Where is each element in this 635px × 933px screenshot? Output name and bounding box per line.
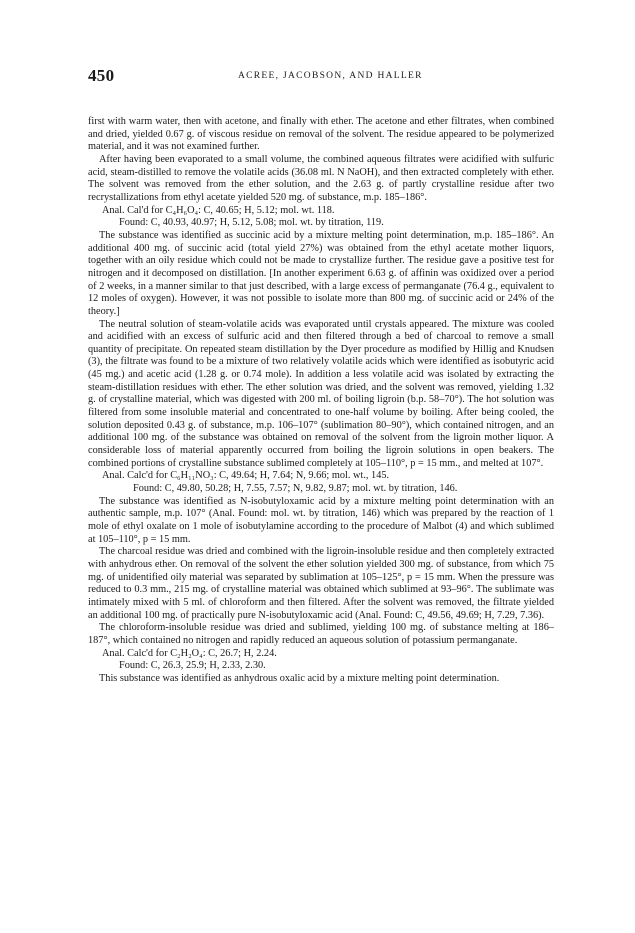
page-number: 450 [88, 66, 115, 85]
paragraph: The substance was identified as succinic acid by a mixture melting point determination, m.p. 185–186°. An additional 400 mg. of succinic acid (total yield 27%) was obtained from the ethyl acetate mother liquors, together with an oily residue which could not be made to crystallize further. The residue gave a positive test for nitrogen and it decomposed on distillation. [In another experiment 6.63 g. of affinin was oxidized over a period of 2 weeks, in a manner similar to that just described, with a large excess of permanganate (76.4 g., equivalent to 12 moles of oxygen). However, it was not possible to isolate more than 800 mg. of succinic acid or 24% of the theory.] [88, 229, 554, 317]
page-header [88, 66, 554, 88]
paragraph: After having been evaporated to a small volume, the combined aqueous filtrates were acidified with sulfuric acid, steam-distilled to remove the volatile acids (36.08 ml. N NaOH), and then extracted completely with ether. The solvent was removed from the ether solution, and the 2.63 g. of partly crystalline residue after two recrystallizations from ethyl acetate yielded 520 mg. of substance, m.p. 185–186°. [88, 153, 554, 203]
article-body [88, 116, 554, 686]
paragraph: The charcoal residue was dried and combined with the ligroin-insoluble residue and then completely extracted with anhydrous ether. On removal of the solvent the ether solution yielded 300 mg. of substance, from which 75 mg. of unidentified oily material was separated by sublimation at 105–125°, p = 15 mm. When the pressure was reduced to 0.3 mm., 215 mg. of crystalline material was obtained which sublimed at 93–96°. The sublimate was intimately mixed with 5 ml. of chloroform and then filtered. After the solvent was removed, the filtrate yielded an additional 100 mg. of practically pure N-isobutyloxamic acid (Anal. Found: C, 49.56, 49.69; H, 7.29, 7.36). [88, 546, 554, 621]
analysis-calculated: Anal. Cal'd for C₄H₆O₄: C, 40.65; H, 5.12; mol. wt. 118. [102, 204, 335, 216]
analysis-found: Found: C, 49.80, 50.28; H, 7.55, 7.57; N, 9.82, 9.87; mol. wt. by titration, 146. [133, 483, 458, 495]
analysis-found: Found: C, 26.3, 25.9; H, 2.33, 2.30. [119, 660, 266, 672]
paragraph: This substance was identified as anhydrous oxalic acid by a mixture melting point determination. [99, 672, 500, 684]
paragraph: The neutral solution of steam-volatile acids was evaporated until crystals appeared. The mixture was cooled and acidified with an excess of sulfuric acid and then filtered through a bed of charcoal to remove a small quantity of precipitate. On repeated steam distillation by the Dyer procedure as modified by Hillig and Knudsen (3), the filtrate was found to be a mixture of two relatively volatile acids which were identified as isobutyric acid (45 mg.) and acetic acid (1.28 g. or 0.74 mole). In addition a less volatile acid was isolated by extracting the steam-distillation residues with ether. The ether solution was dried, and the solvent was removed, yielding 1.32 g. of crystalline material, which was digested with 200 ml. of boiling ligroin (b.p. 58–70°). The hot solution was filtered from some insoluble material and concentrated to one-half volume by boiling. After being cooled, the solution deposited 0.43 g. of substance, m.p. 106–107° (sublimation 80–90°), which contained nitrogen, and an additional 100 mg. of the substance was obtained on removal of the solvent from the ligroin mother liquor. A considerable loss of material apparently occurred from boiling the ligroin solutions in open beakers. The combined portions of crystalline substance sublimed completely at 105–110°, p = 15 mm., and melted at 107°. [88, 318, 554, 469]
running-head: ACREE, JACOBSON, AND HALLER [238, 71, 423, 81]
analysis-calculated: Anal. Calc'd for C₆H₁₁NO₃: C, 49.64; H, 7.64; N, 9.66; mol. wt., 145. [102, 470, 390, 482]
analysis-calculated: Anal. Calc'd for C₂H₂O₄: C, 26.7; H, 2.24. [102, 647, 277, 659]
paragraph: The chloroform-insoluble residue was dried and sublimed, yielding 100 mg. of substance melting at 186–187°, which contained no nitrogen and rapidly reduced an aqueous solution of potassium permanganate. [88, 622, 554, 646]
analysis-found: Found: C, 40.93, 40.97; H, 5.12, 5.08; mol. wt. by titration, 119. [119, 217, 384, 229]
paragraph: first with warm water, then with acetone, and finally with ether. The acetone and ether filtrates, when combined and dried, yielded 0.67 g. of viscous residue on removal of the solvent. The residue appeared to be polymerized material, and it was not examined further. [88, 116, 554, 153]
paragraph: The substance was identified as N-isobutyloxamic acid by a mixture melting point determination with an authentic sample, m.p. 107° (Anal. Found: mol. wt. by titration, 146) which was prepared by the reaction of 1 mole of ethyl oxalate on 1 mole of isobutylamine according to the procedure of Malbot (4) and which sublimed at 105–110°, p = 15 mm. [88, 495, 554, 545]
